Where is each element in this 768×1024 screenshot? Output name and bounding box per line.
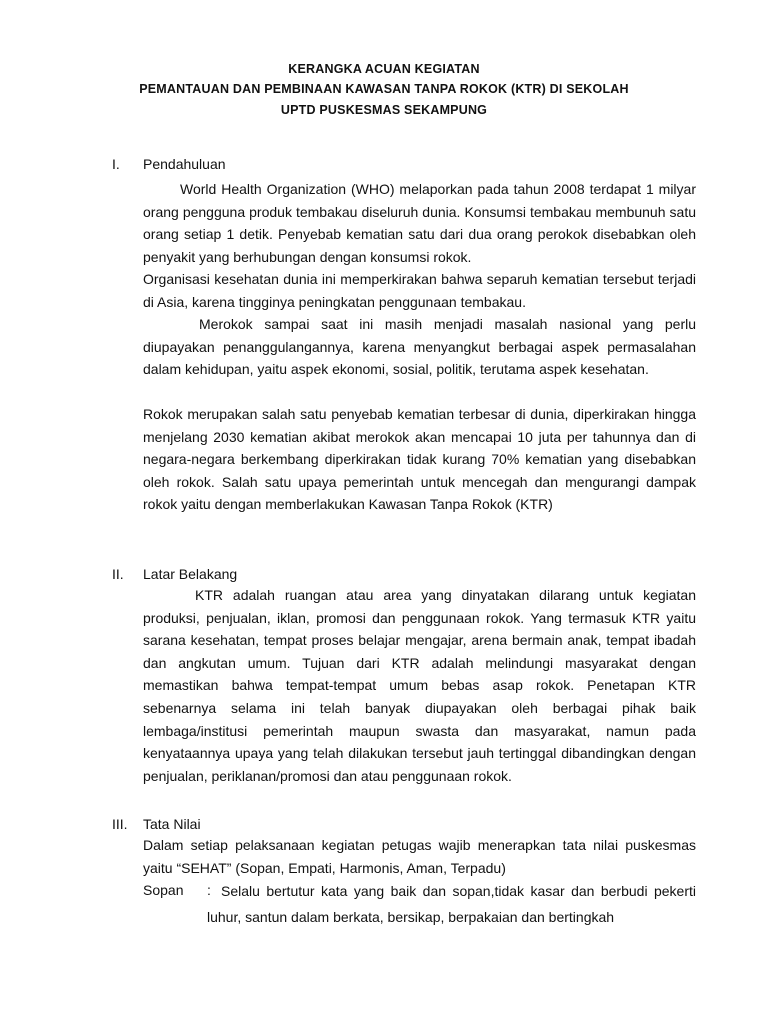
section-3-number: III. [112, 816, 128, 832]
section-3-paragraph-1: Dalam setiap pelaksanaan kegiatan petugas wajib menerapkan tata nilai puskesmas yaitu “SEHAT” (Sopan, Empati, Harmonis, Aman, Terpadu) [143, 837, 696, 876]
definition-term: Sopan [143, 882, 184, 898]
doc-title: KERANGKA ACUAN KEGIATAN [288, 62, 480, 76]
section-1-number: I. [112, 156, 120, 172]
doc-subtitle: PEMANTAUAN DAN PEMBINAAN KAWASAN TANPA ROKOK (KTR) DI SEKOLAH [139, 82, 629, 96]
definition-text: Selalu bertutur kata yang baik dan sopan,tidak kasar dan berbudi pekerti luhur, santun dalam berkata, bersikap, berpakaian dan bertingkah [207, 883, 696, 925]
section-1-paragraph-2: Organisasi kesehatan dunia ini memperkirakan bahwa separuh kematian tersebut terjadi di Asia, karena tingginya peningkatan penggunaan tembakau. [143, 271, 696, 310]
section-1-paragraph-3: Merokok sampai saat ini masih menjadi masalah nasional yang perlu diupayakan penanggulangannya, karena menyangkut berbagai aspek permasalahan dalam kehidupan, yaitu aspek ekonomi, sosial, politik, terutama aspek kesehatan. [143, 316, 696, 378]
section-1-paragraph-4: Rokok merupakan salah satu penyebab kematian terbesar di dunia, diperkirakan hingga menjelang 2030 kematian akibat merokok akan mencapai 10 juta per tahunnya dan di negara-negara berkembang diperkirakan tidak kurang 70% kematian yang disebabkan oleh rokok. Salah satu upaya pemerintah untuk mencegah dan mengurangi dampak rokok yaitu dengan memberlakukan Kawasan Tanpa Rokok (KTR) [143, 406, 696, 513]
section-2-title: Latar Belakang [143, 566, 238, 582]
doc-organization: UPTD PUSKESMAS SEKAMPUNG [280, 103, 488, 117]
section-3-title: Tata Nilai [143, 816, 201, 832]
section-2-paragraph-1: KTR adalah ruangan atau area yang dinyatakan dilarang untuk kegiatan produksi, penjualan, iklan, promosi dan penggunaan rokok. Yang termasuk KTR yaitu sarana kesehatan, tempat proses belajar mengajar, arena bermain anak, tempat ibadah dan angkutan umum. Tujuan dari KTR adalah melindungi masyarakat dengan memastikan bahwa tempat-tempat umum bebas asap rokok. Penetapan KTR sebenarnya selama ini telah banyak diupayakan oleh berbagai pihak baik lembaga/institusi pemerintah maupun swasta dan masyarakat, namun pada kenyataannya upaya yang telah dilakukan tersebut jauh tertinggal dibandingkan dengan penjualan, periklanan/promosi dan atau penggunaan rokok. [143, 587, 696, 784]
section-1-title: Pendahuluan [143, 156, 226, 172]
section-2-number: II. [112, 566, 124, 582]
definition-colon: : [207, 882, 211, 898]
section-1-paragraph-1: World Health Organization (WHO) melaporkan pada tahun 2008 terdapat 1 milyar orang pengguna produk tembakau diseluruh dunia. Konsumsi tembakau membunuh satu orang setiap 1 detik. Penyebab kematian satu dari dua orang perokok disebabkan oleh penyakit yang berhubungan dengan konsumsi rokok. [143, 181, 696, 265]
